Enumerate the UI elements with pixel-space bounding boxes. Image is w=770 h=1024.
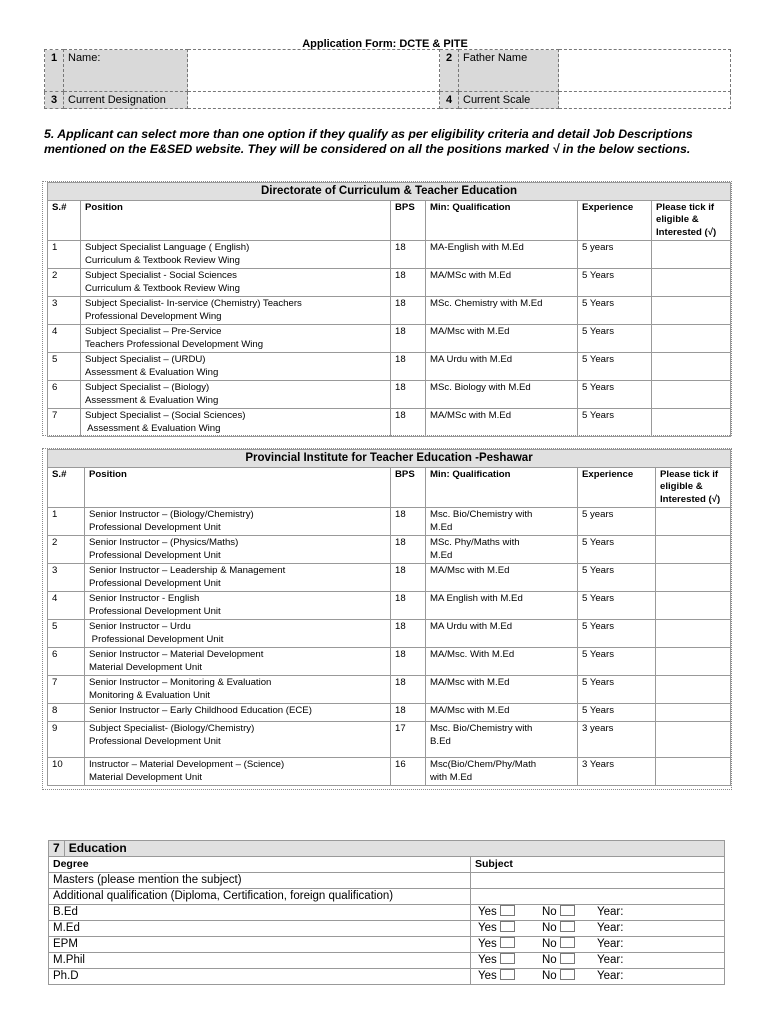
row-position: [85, 758, 391, 786]
row-position: [85, 722, 391, 758]
row-sno: 4: [48, 592, 85, 620]
education-row: [49, 953, 725, 969]
row-position: [85, 704, 391, 722]
row-sno: 9: [48, 722, 85, 758]
row-sno: 1: [48, 241, 81, 269]
row-bps: 18: [391, 353, 426, 381]
yes-label: Yes: [478, 954, 497, 966]
position-unit: Professional Development Unit: [89, 521, 221, 533]
position-unit: Assessment & Evaluation Wing: [85, 366, 219, 378]
row-position: [85, 592, 391, 620]
education-row: [49, 889, 725, 905]
row-bps: 16: [391, 758, 426, 786]
current-scale-input[interactable]: [559, 92, 731, 109]
father-name-label: Father Name: [459, 50, 559, 92]
position-title: Subject Specialist – (Biology): [85, 382, 210, 393]
row-qualification: [426, 704, 578, 722]
row-experience: 5 Years: [578, 648, 656, 676]
tick-cell[interactable]: [656, 704, 731, 722]
row-bps: 18: [391, 409, 426, 437]
position-unit: Assessment & Evaluation Wing: [85, 394, 219, 406]
no-option: [542, 921, 597, 936]
row-position: [85, 648, 391, 676]
qualification-line: Msc. Bio/Chemistry with: [430, 509, 533, 520]
row-bps: 18: [391, 676, 426, 704]
degree-name: M.Ed: [49, 921, 471, 937]
degree-name: Additional qualification (Diploma, Certification, foreign qualification): [49, 889, 471, 905]
row-position: [81, 325, 391, 353]
row-bps: 18: [391, 592, 426, 620]
row-position: [81, 241, 391, 269]
position-title: Senior Instructor – Early Childhood Education (ECE): [89, 705, 312, 716]
education-row: [49, 921, 725, 937]
field-number: 3: [45, 92, 64, 109]
current-scale-label: Current Scale: [459, 92, 559, 109]
tick-cell[interactable]: [652, 409, 731, 437]
row-sno: 5: [48, 353, 81, 381]
education-row: [49, 873, 725, 889]
row-experience: 3 years: [578, 722, 656, 758]
year-label: Year:: [597, 970, 624, 982]
row-qualification: [426, 381, 578, 409]
no-checkbox[interactable]: [560, 953, 575, 964]
tick-cell[interactable]: [652, 269, 731, 297]
row-sno: 2: [48, 269, 81, 297]
yes-label: Yes: [478, 970, 497, 982]
position-title: Subject Specialist – Pre-Service: [85, 326, 222, 337]
no-option: [542, 937, 597, 952]
pite-table: [47, 449, 731, 786]
col-qualification: Min: Qualification: [426, 467, 578, 508]
row-bps: 18: [391, 241, 426, 269]
degree-name: Masters (please mention the subject): [49, 873, 471, 889]
tick-cell[interactable]: [656, 758, 731, 786]
section-number: 7: [53, 841, 65, 856]
table-row: [48, 508, 731, 536]
row-experience: 5 Years: [578, 353, 652, 381]
row-qualification: [426, 722, 578, 758]
qualification-line: MA English with M.Ed: [430, 593, 523, 604]
col-tick: Please tick if eligible & Interested (√): [652, 200, 731, 241]
year-label: Year:: [597, 906, 624, 918]
qualification-line: MA Urdu with M.Ed: [430, 621, 513, 632]
field-number: 1: [45, 50, 64, 92]
row-qualification: [426, 297, 578, 325]
year-label: Year:: [597, 938, 624, 950]
qualification-line: MA/Msc. With M.Ed: [430, 649, 515, 660]
position-title: Senior Instructor – Monitoring & Evaluation: [89, 677, 272, 688]
table-row: [48, 325, 731, 353]
row-qualification: [426, 648, 578, 676]
position-title: Subject Specialist- (Biology/Chemistry): [89, 723, 255, 734]
row-position: [85, 536, 391, 564]
degree-header: Degree: [49, 857, 471, 873]
position-unit: Curriculum & Textbook Review Wing: [85, 282, 240, 294]
row-qualification: [426, 536, 578, 564]
field-number: 2: [440, 50, 459, 92]
row-sno: 6: [48, 381, 81, 409]
row-qualification: [426, 508, 578, 536]
yes-label: Yes: [478, 906, 497, 918]
table-row: [48, 592, 731, 620]
row-bps: 18: [391, 269, 426, 297]
position-title: Senior Instructor – Material Development: [89, 649, 264, 660]
row-qualification: [426, 758, 578, 786]
qualification-line: MA/Msc with M.Ed: [430, 326, 510, 337]
position-unit: Curriculum & Textbook Review Wing: [85, 254, 240, 266]
qualification-line: MA/Msc with M.Ed: [430, 565, 510, 576]
row-experience: 5 Years: [578, 297, 652, 325]
table-row: [48, 758, 731, 786]
row-sno: 1: [48, 508, 85, 536]
yes-label: Yes: [478, 922, 497, 934]
pite-section: [42, 448, 732, 790]
row-experience: 5 Years: [578, 676, 656, 704]
pite-caption: Provincial Institute for Teacher Education -Peshawar: [48, 450, 731, 468]
row-bps: 18: [391, 564, 426, 592]
row-position: [81, 381, 391, 409]
qualification-line: MA/Msc with M.Ed: [430, 705, 510, 716]
row-experience: 5 Years: [578, 620, 656, 648]
tick-cell[interactable]: [652, 353, 731, 381]
qualification-line: MA/Msc with M.Ed: [430, 677, 510, 688]
table-row: [48, 353, 731, 381]
row-bps: 18: [391, 381, 426, 409]
row-position: [85, 676, 391, 704]
col-qualification: Min: Qualification: [426, 200, 578, 241]
position-unit: Material Development Unit: [89, 661, 203, 673]
year-label: Year:: [597, 954, 624, 966]
row-position: [85, 620, 391, 648]
col-tick: Please tick if eligible & Interested (√): [656, 467, 731, 508]
col-experience: Experience: [578, 200, 652, 241]
education-table: [48, 840, 725, 985]
row-bps: 17: [391, 722, 426, 758]
table-row: [48, 722, 731, 758]
row-sno: 3: [48, 564, 85, 592]
row-experience: 5 Years: [578, 704, 656, 722]
tick-cell[interactable]: [656, 508, 731, 536]
education-heading: [49, 841, 725, 857]
no-label: No: [542, 938, 557, 950]
qualification-line: Msc. Bio/Chemistry with: [430, 723, 533, 734]
degree-name: EPM: [49, 937, 471, 953]
qualification-line: MA/MSc with M.Ed: [430, 410, 512, 421]
current-designation-input[interactable]: [188, 92, 440, 109]
row-experience: 5 Years: [578, 381, 652, 409]
position-unit: Professional Development Unit: [89, 577, 221, 589]
no-option: [542, 953, 597, 968]
row-experience: 5 years: [578, 508, 656, 536]
position-title: Senior Instructor – (Physics/Maths): [89, 537, 239, 548]
no-label: No: [542, 922, 557, 934]
no-option: [542, 969, 597, 984]
position-unit: Professional Development Unit: [89, 633, 224, 645]
eligibility-note: 5. Applicant can select more than one option if they qualify as per eligibility criteria and detail Job Descriptions mentioned on the E&SED website. They will be considered on all the positions marked √ in the below sections.: [44, 127, 693, 156]
col-position: Position: [81, 200, 391, 241]
col-position: Position: [85, 467, 391, 508]
table-row: [48, 676, 731, 704]
col-experience: Experience: [578, 467, 656, 508]
col-sno: S.#: [48, 467, 85, 508]
row-qualification: [426, 325, 578, 353]
year-label: Year:: [597, 922, 624, 934]
row-position: [81, 297, 391, 325]
qualification-line: M.Ed: [430, 521, 453, 533]
table-row: [48, 704, 731, 722]
name-input[interactable]: [188, 50, 440, 92]
position-unit: Material Development Unit: [89, 771, 203, 783]
row-sno: 3: [48, 297, 81, 325]
no-checkbox[interactable]: [560, 937, 575, 948]
row-sno: 8: [48, 704, 85, 722]
qualification-line: B.Ed: [430, 735, 451, 747]
position-unit: Assessment & Evaluation Wing: [85, 422, 221, 434]
table-row: [48, 564, 731, 592]
row-experience: 5 years: [578, 241, 652, 269]
table-row: [48, 536, 731, 564]
education-row: [49, 937, 725, 953]
row-qualification: [426, 241, 578, 269]
qualification-line: Msc(Bio/Chem/Phy/Math: [430, 759, 537, 770]
table-row: [48, 620, 731, 648]
position-title: Subject Specialist- In-service (Chemistry) Teachers: [85, 298, 302, 309]
row-position: [81, 353, 391, 381]
yes-option: [478, 921, 542, 936]
position-title: Senior Instructor – (Biology/Chemistry): [89, 509, 254, 520]
yes-checkbox[interactable]: [500, 905, 515, 916]
position-title: Subject Specialist – (URDU): [85, 354, 206, 365]
col-bps: BPS: [391, 200, 426, 241]
position-title: Subject Specialist - Social Sciences: [85, 270, 237, 281]
row-bps: 18: [391, 297, 426, 325]
yes-option: [478, 969, 542, 984]
row-sno: 7: [48, 676, 85, 704]
yes-checkbox[interactable]: [500, 937, 515, 948]
row-qualification: [426, 269, 578, 297]
current-designation-label: Current Designation: [64, 92, 188, 109]
row-experience: 5 Years: [578, 564, 656, 592]
row-experience: 5 Years: [578, 536, 656, 564]
position-title: Subject Specialist – (Social Sciences): [85, 410, 246, 421]
row-qualification: [426, 592, 578, 620]
degree-name: B.Ed: [49, 905, 471, 921]
table-row: [48, 381, 731, 409]
dcte-table: [47, 182, 731, 437]
yes-checkbox[interactable]: [500, 921, 515, 932]
qualification-line: M.Ed: [430, 549, 453, 561]
table-row: [48, 241, 731, 269]
education-row: [49, 905, 725, 921]
position-title: Senior Instructor - English: [89, 593, 200, 604]
row-sno: 4: [48, 325, 81, 353]
row-sno: 6: [48, 648, 85, 676]
col-bps: BPS: [391, 467, 426, 508]
name-label: Name:: [64, 50, 188, 92]
tick-cell[interactable]: [656, 564, 731, 592]
no-label: No: [542, 954, 557, 966]
degree-name: Ph.D: [49, 969, 471, 985]
tick-cell[interactable]: [652, 381, 731, 409]
education-row: [49, 969, 725, 985]
no-option: [542, 905, 597, 920]
position-title: Subject Specialist Language ( English): [85, 242, 250, 253]
no-checkbox[interactable]: [560, 905, 575, 916]
father-name-input[interactable]: [559, 50, 731, 92]
subject-input[interactable]: [471, 873, 725, 889]
qualification-line: with M.Ed: [430, 771, 473, 783]
tick-cell[interactable]: [652, 241, 731, 269]
table-row: [48, 409, 731, 437]
row-qualification: [426, 676, 578, 704]
tick-cell[interactable]: [656, 620, 731, 648]
row-qualification: [426, 620, 578, 648]
position-unit: Teachers Professional Development Wing: [85, 338, 264, 350]
row-sno: 7: [48, 409, 81, 437]
tick-cell[interactable]: [652, 297, 731, 325]
applicant-info-table: [44, 49, 731, 109]
table-row: [48, 648, 731, 676]
qualification-line: MA-English with M.Ed: [430, 242, 524, 253]
yes-option: [478, 937, 542, 952]
tick-cell[interactable]: [652, 325, 731, 353]
row-bps: 18: [391, 508, 426, 536]
yes-checkbox[interactable]: [500, 969, 515, 980]
dcte-section: [42, 181, 732, 436]
row-experience: 5 Years: [578, 592, 656, 620]
dcte-caption: Directorate of Curriculum & Teacher Education: [48, 183, 731, 201]
table-row: [48, 269, 731, 297]
row-position: [85, 508, 391, 536]
col-sno: S.#: [48, 200, 81, 241]
row-bps: 18: [391, 620, 426, 648]
yes-label: Yes: [478, 938, 497, 950]
form-title: Application Form: DCTE & PITE: [302, 38, 468, 50]
row-qualification: [426, 564, 578, 592]
tick-cell[interactable]: [656, 536, 731, 564]
field-number: 4: [440, 92, 459, 109]
yes-no-year-cell: [471, 969, 725, 985]
row-position: [81, 269, 391, 297]
position-unit: Professional Development Unit: [89, 549, 221, 561]
row-sno: 5: [48, 620, 85, 648]
no-label: No: [542, 906, 557, 918]
row-position: [81, 409, 391, 437]
row-bps: 18: [391, 704, 426, 722]
position-unit: Professional Development Unit: [89, 605, 221, 617]
row-experience: 5 Years: [578, 409, 652, 437]
tick-cell[interactable]: [656, 722, 731, 758]
position-unit: Professional Development Wing: [85, 310, 222, 322]
row-sno: 10: [48, 758, 85, 786]
position-unit: Professional Development Unit: [89, 735, 221, 747]
qualification-line: MA Urdu with M.Ed: [430, 354, 513, 365]
subject-input[interactable]: [471, 889, 725, 905]
yes-no-year-cell: [471, 953, 725, 969]
qualification-line: MSc. Phy/Maths with: [430, 537, 520, 548]
row-experience: 3 Years: [578, 758, 656, 786]
subject-header: Subject: [471, 857, 725, 873]
yes-no-year-cell: [471, 921, 725, 937]
no-label: No: [542, 970, 557, 982]
row-qualification: [426, 409, 578, 437]
degree-name: M.Phil: [49, 953, 471, 969]
position-title: Senior Instructor – Leadership & Management: [89, 565, 286, 576]
yes-option: [478, 953, 542, 968]
tick-cell[interactable]: [656, 648, 731, 676]
no-checkbox[interactable]: [560, 969, 575, 980]
position-unit: Monitoring & Evaluation Unit: [89, 689, 211, 701]
no-checkbox[interactable]: [560, 921, 575, 932]
row-experience: 5 Years: [578, 325, 652, 353]
row-position: [85, 564, 391, 592]
row-bps: 18: [391, 536, 426, 564]
yes-option: [478, 905, 542, 920]
row-bps: 18: [391, 648, 426, 676]
row-bps: 18: [391, 325, 426, 353]
tick-cell[interactable]: [656, 676, 731, 704]
yes-no-year-cell: [471, 937, 725, 953]
qualification-line: MA/MSc with M.Ed: [430, 270, 512, 281]
row-experience: 5 Years: [578, 269, 652, 297]
tick-cell[interactable]: [656, 592, 731, 620]
education-title: Education: [68, 841, 127, 855]
yes-checkbox[interactable]: [500, 953, 515, 964]
position-title: Senior Instructor – Urdu: [89, 621, 191, 632]
position-title: Instructor – Material Development – (Science): [89, 759, 285, 770]
qualification-line: MSc. Chemistry with M.Ed: [430, 298, 543, 309]
yes-no-year-cell: [471, 905, 725, 921]
table-row: [48, 297, 731, 325]
row-sno: 2: [48, 536, 85, 564]
qualification-line: MSc. Biology with M.Ed: [430, 382, 531, 393]
row-qualification: [426, 353, 578, 381]
